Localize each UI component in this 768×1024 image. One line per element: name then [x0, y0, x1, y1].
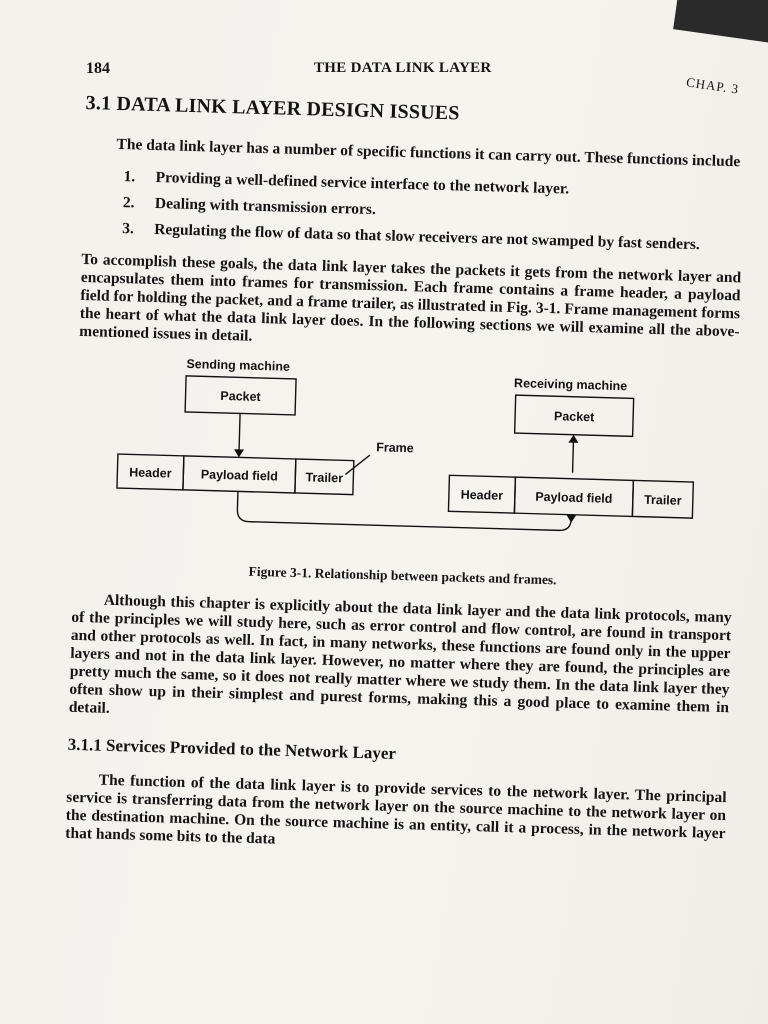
- recv-header-label: Header: [460, 487, 504, 503]
- page-number: 184: [86, 60, 110, 77]
- list-item-number: 1.: [123, 168, 136, 186]
- sending-machine-label: Sending machine: [186, 356, 291, 374]
- recv-trailer-label: Trailer: [643, 492, 682, 508]
- chapter-marker: CHAP. 3: [685, 74, 741, 97]
- running-head: THE DATA LINK LAYER: [314, 60, 492, 76]
- figure-caption-label: Figure 3-1.: [248, 563, 312, 581]
- list-item-text: Regulating the flow of data so that slow receivers are not swamped by fast senders.: [153, 220, 700, 254]
- subsection-title: 3.1.1 Services Provided to the Network Layer: [67, 734, 397, 763]
- send-arrowhead: [234, 449, 244, 457]
- recv-packet-label: Packet: [553, 409, 595, 425]
- list-item-number: 2.: [122, 194, 135, 212]
- recv-payload-label: Payload field: [535, 489, 613, 506]
- frame-pointer-line: [345, 454, 370, 475]
- transfer-arrowhead: [566, 515, 576, 523]
- list-item-number: 3.: [121, 220, 135, 238]
- page-corner-shadow: [673, 0, 768, 50]
- figure-3-1: [111, 356, 736, 573]
- list-item-text: Dealing with transmission errors.: [154, 194, 377, 219]
- recv-up-arrow: [573, 441, 574, 473]
- page-content: [65, 92, 746, 861]
- send-payload-label: Payload field: [200, 467, 279, 484]
- paragraph-goals: To accomplish these goals, the data link layer takes the packets it gets from the network layer and encapsulates them into frames for transmission. Each frame contains a frame header, a payload field for holding the packet, and a frame trailer, as illustrated in Fig. 3-1. Frame management forms the heart of what the data link layer does. In the following sections we will examine all the above-mentioned issues in detail.: [79, 250, 742, 345]
- section-title: 3.1 DATA LINK LAYER DESIGN ISSUES: [85, 92, 460, 125]
- figure-caption-text: Relationship between packets and frames.: [314, 565, 557, 588]
- frame-diagram: [111, 356, 736, 573]
- transfer-path: [237, 491, 572, 530]
- paragraph-services: The function of the data link layer is to provide services to the network layer. The principal service is transferring data from the network layer on the source machine to the network layer on the destination machine. On the source machine is an entity, call it a process, in the network layer that hands some bits to the data: [65, 771, 727, 848]
- send-packet-label: Packet: [220, 388, 261, 404]
- paragraph-principles: Although this chapter is explicitly about the data link layer and the data link protocols, many of the principles we will study here, such as error control and flow control, are found in transport and other protocols as well. In fact, in many networks, these functions are found only in the upper layers and not in the data link layer. However, no matter where they are found, the principles are pretty much the same, so it does not really matter where we study them. In the data link layer they often show up in their simplest and purest forms, making this a good place to examine them in detail.: [68, 591, 732, 717]
- receiving-machine-label: Receiving machine: [513, 376, 628, 394]
- recv-arrowhead: [568, 435, 578, 443]
- send-header-label: Header: [129, 465, 172, 481]
- list-item-text: Providing a well-defined service interface to the network layer.: [155, 168, 570, 198]
- intro-paragraph: The data link layer has a number of specific functions it can carry out. These functions include: [116, 135, 741, 171]
- page-header: [86, 58, 746, 97]
- frame-label: Frame: [375, 440, 414, 456]
- send-trailer-label: Trailer: [305, 470, 344, 486]
- function-list: [82, 167, 744, 255]
- send-down-arrow: [239, 413, 240, 451]
